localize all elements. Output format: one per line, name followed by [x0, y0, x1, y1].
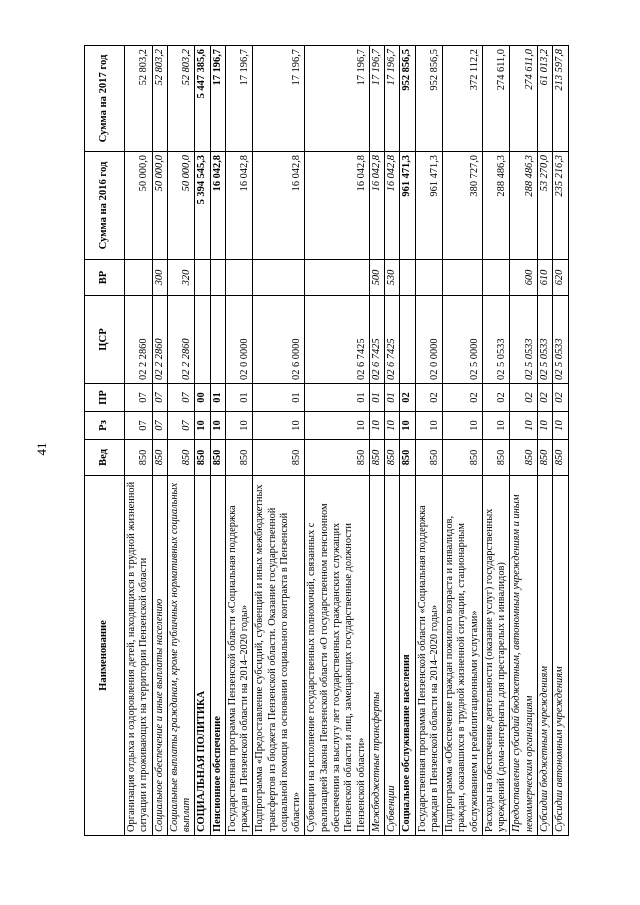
cell-vr — [125, 260, 153, 296]
cell-sum-2017: 17 196,7 — [253, 46, 305, 152]
cell-pr: 01 — [210, 384, 225, 412]
cell-name: Государственная программа Пензенской области «Социальная поддержка граждан в Пензенской области на 2014–2020 годы» — [415, 476, 443, 836]
cell-sum-2016: 50 000,0 — [167, 152, 195, 260]
cell-pr: 01 — [225, 384, 253, 412]
cell-pr: 00 — [195, 384, 210, 412]
table-row — [369, 46, 384, 836]
table-body — [125, 46, 569, 836]
table-row — [553, 46, 568, 836]
cell-sum-2017: 17 196,7 — [385, 46, 400, 152]
cell-pr: 02 — [510, 384, 538, 412]
cell-sum-2017: 52 803,2 — [167, 46, 195, 152]
header-csr: ЦСР — [85, 296, 125, 384]
cell-vr — [400, 260, 415, 296]
cell-name: Организация отдыха и оздоровления детей, находящихся в трудной жизненной ситуации и проживающих на территории Пензенской области — [125, 476, 153, 836]
table-row — [385, 46, 400, 836]
table-row — [125, 46, 153, 836]
cell-csr: 02 6 7425 — [385, 296, 400, 384]
cell-vr — [305, 260, 369, 296]
cell-ved: 850 — [400, 440, 415, 476]
cell-name: Субвенции — [385, 476, 400, 836]
cell-sum-2016: 50 000,0 — [125, 152, 153, 260]
cell-name: Социальное обслуживание населения — [400, 476, 415, 836]
cell-sum-2016: 288 486,3 — [510, 152, 538, 260]
cell-csr: 02 2 2860 — [152, 296, 167, 384]
cell-name: Пенсионное обеспечение — [210, 476, 225, 836]
cell-sum-2017: 952 856,5 — [415, 46, 443, 152]
cell-rz: 10 — [210, 412, 225, 440]
cell-pr: 01 — [253, 384, 305, 412]
cell-csr: 02 5 0533 — [537, 296, 552, 384]
cell-ved: 850 — [385, 440, 400, 476]
cell-pr: 01 — [385, 384, 400, 412]
cell-name: СОЦИАЛЬНАЯ ПОЛИТИКА — [195, 476, 210, 836]
cell-vr — [482, 260, 510, 296]
cell-rz: 07 — [125, 412, 153, 440]
cell-csr: 02 6 7425 — [305, 296, 369, 384]
cell-rz: 07 — [152, 412, 167, 440]
header-sum-2016: Сумма на 2016 год — [85, 152, 125, 260]
table-row — [400, 46, 415, 836]
table-header-row — [85, 46, 125, 836]
table-row — [537, 46, 552, 836]
cell-vr: 500 — [369, 260, 384, 296]
cell-sum-2016: 16 042,8 — [253, 152, 305, 260]
cell-vr — [225, 260, 253, 296]
cell-pr: 07 — [125, 384, 153, 412]
cell-pr: 02 — [482, 384, 510, 412]
cell-name: Социальное обеспечение и иные выплаты населению — [152, 476, 167, 836]
cell-sum-2017: 17 196,7 — [210, 46, 225, 152]
cell-csr: 02 5 0000 — [443, 296, 483, 384]
cell-sum-2016: 16 042,8 — [225, 152, 253, 260]
cell-ved: 850 — [510, 440, 538, 476]
cell-name: Подпрограмма «Предоставление субсидий, субвенций и иных межбюджетных трансфертов из бюджета Пензенской области. Оказание государственной социальной помощи на основании социального контракта в Пензенской области» — [253, 476, 305, 836]
cell-ved: 850 — [537, 440, 552, 476]
page-number: 41 — [34, 442, 49, 456]
cell-csr: 02 2 2860 — [125, 296, 153, 384]
cell-rz: 10 — [482, 412, 510, 440]
cell-sum-2017: 213 597,8 — [553, 46, 568, 152]
cell-rz: 10 — [400, 412, 415, 440]
cell-ved: 850 — [125, 440, 153, 476]
cell-sum-2017: 5 447 385,6 — [195, 46, 210, 152]
cell-sum-2016: 5 394 545,3 — [195, 152, 210, 260]
cell-ved: 850 — [210, 440, 225, 476]
cell-sum-2016: 288 486,3 — [482, 152, 510, 260]
cell-sum-2016: 235 216,3 — [553, 152, 568, 260]
cell-name: Социальные выплаты гражданам, кроме публичных нормативных социальных выплат — [167, 476, 195, 836]
cell-pr: 07 — [152, 384, 167, 412]
cell-sum-2017: 17 196,7 — [225, 46, 253, 152]
cell-sum-2017: 52 803,2 — [125, 46, 153, 152]
cell-csr: 02 0 0000 — [225, 296, 253, 384]
cell-sum-2017: 52 803,2 — [152, 46, 167, 152]
header-ved: Вед — [85, 440, 125, 476]
cell-pr: 02 — [415, 384, 443, 412]
cell-name: Предоставление субсидий бюджетным, автономным учреждениям и иным некоммерческим организациям — [510, 476, 538, 836]
cell-rz: 10 — [415, 412, 443, 440]
table-row — [253, 46, 305, 836]
cell-name: Субвенции на исполнение государственных полномочий, связанных с реализацией Закона Пензенской области «О государственном пенсионном обеспечении за выслугу лет государственных гражданских служащих Пензенской области и лиц, замещающих государственные должности Пензенской области» — [305, 476, 369, 836]
cell-pr: 02 — [537, 384, 552, 412]
cell-rz: 10 — [553, 412, 568, 440]
cell-sum-2017: 61 013,2 — [537, 46, 552, 152]
cell-sum-2016: 53 270,0 — [537, 152, 552, 260]
cell-pr: 02 — [400, 384, 415, 412]
table-row — [482, 46, 510, 836]
cell-pr: 01 — [369, 384, 384, 412]
cell-sum-2016: 16 042,8 — [305, 152, 369, 260]
cell-vr — [195, 260, 210, 296]
cell-name: Субсидии бюджетным учреждениям — [537, 476, 552, 836]
cell-sum-2016: 16 042,8 — [385, 152, 400, 260]
cell-rz: 10 — [385, 412, 400, 440]
budget-table — [84, 45, 569, 836]
cell-sum-2017: 952 856,5 — [400, 46, 415, 152]
cell-csr: 02 0 0000 — [415, 296, 443, 384]
cell-ved: 850 — [253, 440, 305, 476]
table-row — [152, 46, 167, 836]
table-row — [195, 46, 210, 836]
cell-name: Подпрограмма «Обеспечение граждан пожилого возраста и инвалидов, граждан, оказавшихся в трудной жизненной ситуации, стационарным обслуживанием и реабилитационными услугами» — [443, 476, 483, 836]
cell-pr: 01 — [305, 384, 369, 412]
cell-rz: 07 — [167, 412, 195, 440]
header-rz: Рз — [85, 412, 125, 440]
cell-csr — [400, 296, 415, 384]
cell-ved: 850 — [369, 440, 384, 476]
cell-sum-2017: 274 611,0 — [510, 46, 538, 152]
cell-ved: 850 — [225, 440, 253, 476]
cell-sum-2016: 16 042,8 — [210, 152, 225, 260]
cell-csr: 02 5 0533 — [510, 296, 538, 384]
cell-ved: 850 — [443, 440, 483, 476]
cell-sum-2017: 274 611,0 — [482, 46, 510, 152]
table-row — [305, 46, 369, 836]
cell-sum-2016: 16 042,8 — [369, 152, 384, 260]
table-row — [225, 46, 253, 836]
cell-ved: 850 — [553, 440, 568, 476]
cell-name: Государственная программа Пензенской области «Социальная поддержка граждан в Пензенской области на 2014–2020 годы» — [225, 476, 253, 836]
cell-rz: 10 — [537, 412, 552, 440]
cell-name: Субсидии автономным учреждениям — [553, 476, 568, 836]
cell-rz: 10 — [253, 412, 305, 440]
table-row — [510, 46, 538, 836]
cell-vr: 320 — [167, 260, 195, 296]
cell-csr: 02 6 0000 — [253, 296, 305, 384]
header-vr: ВР — [85, 260, 125, 296]
cell-vr — [253, 260, 305, 296]
cell-pr: 02 — [553, 384, 568, 412]
cell-ved: 850 — [167, 440, 195, 476]
cell-vr: 620 — [553, 260, 568, 296]
table-row — [415, 46, 443, 836]
cell-vr: 610 — [537, 260, 552, 296]
cell-rz: 10 — [225, 412, 253, 440]
cell-vr: 600 — [510, 260, 538, 296]
cell-vr — [415, 260, 443, 296]
cell-vr: 530 — [385, 260, 400, 296]
cell-sum-2016: 961 471,3 — [415, 152, 443, 260]
cell-vr — [443, 260, 483, 296]
cell-name: Межбюджетные трансферты — [369, 476, 384, 836]
cell-rz: 10 — [195, 412, 210, 440]
cell-name: Расходы на обеспечение деятельности (оказание услуг) государственных учреждений (дома-интернаты для престарелых и инвалидов) — [482, 476, 510, 836]
cell-sum-2017: 372 112,2 — [443, 46, 483, 152]
cell-ved: 850 — [482, 440, 510, 476]
header-sum-2017: Сумма на 2017 год — [85, 46, 125, 152]
cell-pr: 07 — [167, 384, 195, 412]
header-name: Наименование — [85, 476, 125, 836]
cell-rz: 10 — [443, 412, 483, 440]
rotated-table-container — [84, 46, 624, 836]
cell-csr: 02 6 7425 — [369, 296, 384, 384]
cell-csr — [195, 296, 210, 384]
cell-csr: 02 2 2860 — [167, 296, 195, 384]
cell-ved: 850 — [415, 440, 443, 476]
cell-vr: 300 — [152, 260, 167, 296]
table-row — [210, 46, 225, 836]
cell-ved: 850 — [305, 440, 369, 476]
cell-rz: 10 — [510, 412, 538, 440]
cell-rz: 10 — [305, 412, 369, 440]
cell-sum-2016: 50 000,0 — [152, 152, 167, 260]
cell-csr — [210, 296, 225, 384]
cell-csr: 02 5 0533 — [482, 296, 510, 384]
cell-sum-2016: 961 471,3 — [400, 152, 415, 260]
table-row — [443, 46, 483, 836]
cell-sum-2017: 17 196,7 — [369, 46, 384, 152]
table-row — [167, 46, 195, 836]
cell-rz: 10 — [369, 412, 384, 440]
cell-csr: 02 5 0533 — [553, 296, 568, 384]
cell-ved: 850 — [195, 440, 210, 476]
cell-ved: 850 — [152, 440, 167, 476]
cell-vr — [210, 260, 225, 296]
cell-sum-2016: 380 727,0 — [443, 152, 483, 260]
cell-sum-2017: 17 196,7 — [305, 46, 369, 152]
header-pr: ПР — [85, 384, 125, 412]
cell-pr: 02 — [443, 384, 483, 412]
